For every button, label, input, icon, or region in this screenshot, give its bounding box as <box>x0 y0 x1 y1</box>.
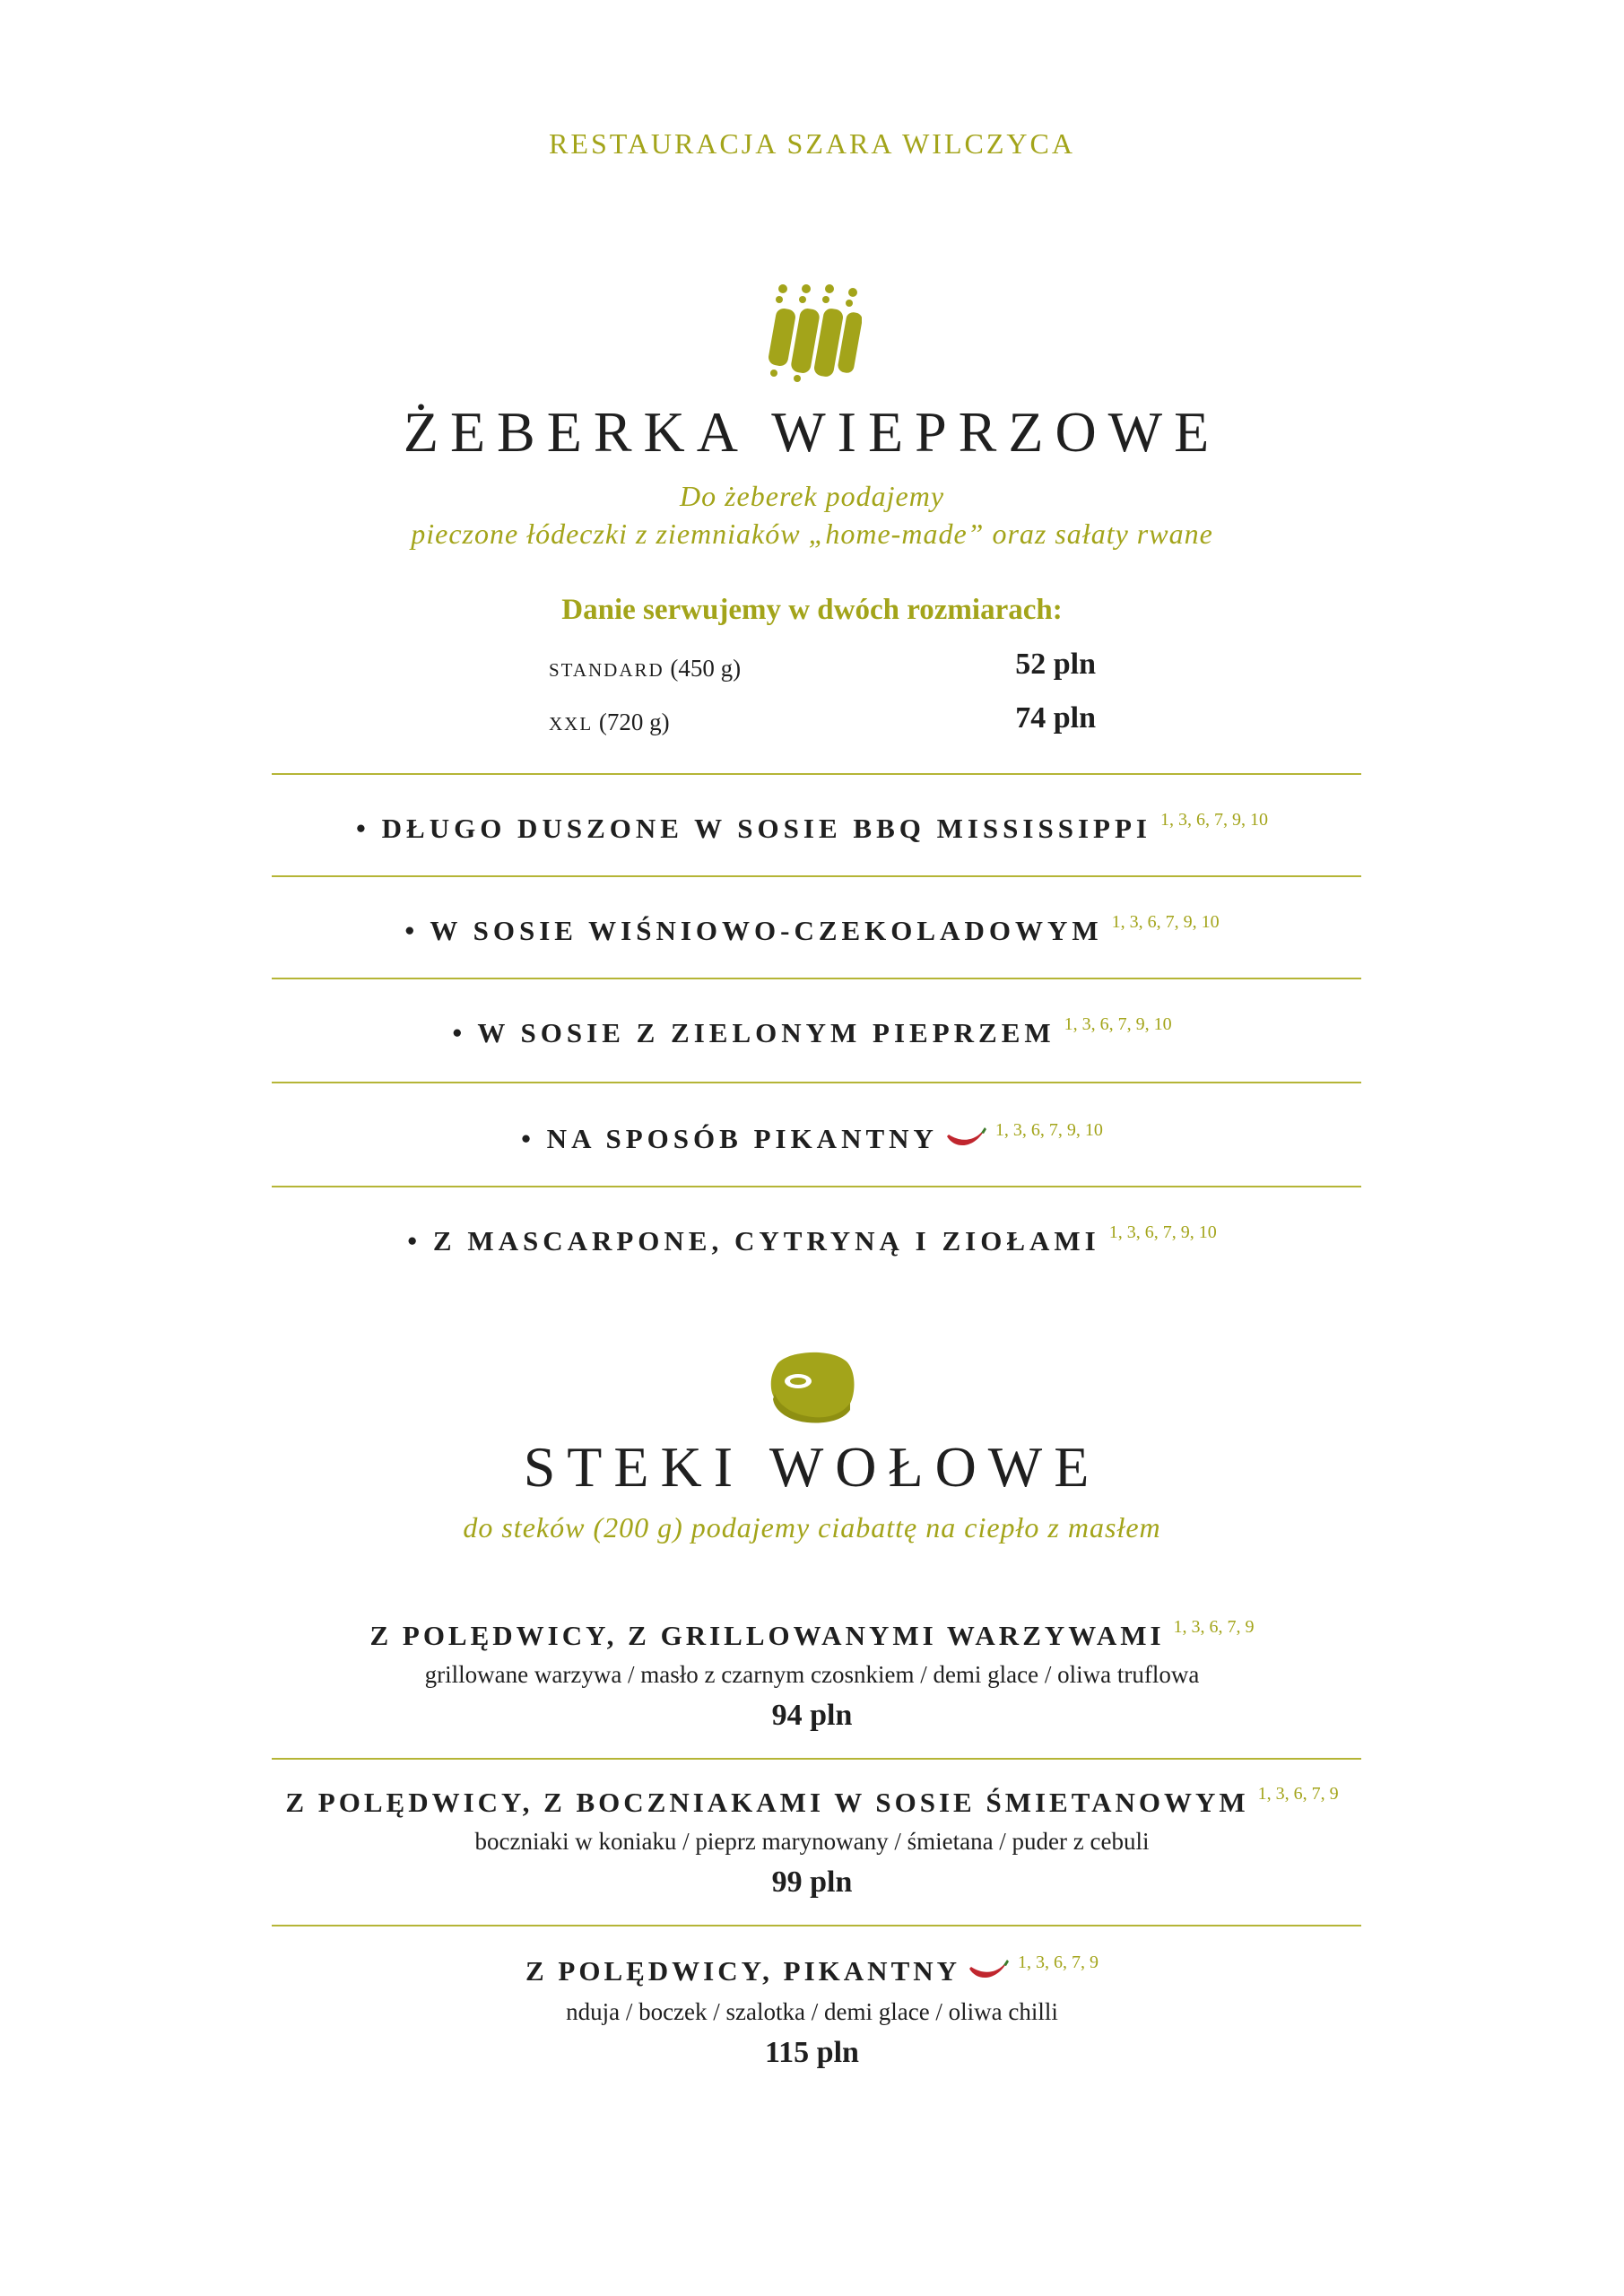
allergen-codes: 1, 3, 6, 7, 9 <box>1173 1617 1255 1637</box>
divider <box>272 1925 1361 1926</box>
steaks-title: STEKI WOŁOWE <box>523 1435 1101 1499</box>
divider <box>272 1082 1361 1083</box>
ribs-subtitle-line2: pieczone łódeczki z ziemniaków „home-made” oraz sałaty rwane <box>411 517 1213 550</box>
ribs-subtitle-line1: Do żeberek podajemy <box>679 480 945 512</box>
size-row-xxl <box>549 701 1096 744</box>
size-name: STANDARD <box>549 659 664 681</box>
size-row-standard <box>549 648 1096 691</box>
steak-price: 94 pln <box>771 1699 853 1732</box>
size-price: 52 pln <box>1015 648 1096 681</box>
size-label <box>549 655 741 683</box>
item-name: Z POLĘDWICY, Z GRILLOWANYMI WARZYWAMI <box>369 1620 1165 1651</box>
allergen-codes: 1, 3, 6, 7, 9, 10 <box>1108 1222 1217 1242</box>
ribs-item-mascarpone <box>0 1223 1624 1255</box>
ribs-item-cherry-chocolate <box>0 913 1624 944</box>
allergen-codes: 1, 3, 6, 7, 9 <box>1257 1784 1339 1804</box>
allergen-codes: 1, 3, 6, 7, 9, 10 <box>1111 912 1220 932</box>
steak-item-oyster-mushrooms <box>0 1785 1624 1816</box>
chili-pepper-icon <box>968 1960 1009 1987</box>
steak-item-spicy <box>0 1953 1624 1987</box>
chili-pepper-icon <box>945 1127 986 1155</box>
allergen-codes: 1, 3, 6, 7, 9, 10 <box>994 1120 1103 1140</box>
size-weight: (720 g) <box>598 709 670 735</box>
item-name: Z POLĘDWICY, Z BOCZNIAKAMI W SOSIE ŚMIETANOWYM <box>285 1787 1249 1818</box>
divider <box>272 978 1361 979</box>
allergen-codes: 1, 3, 6, 7, 9, 10 <box>1064 1014 1172 1034</box>
divider <box>272 875 1361 877</box>
size-label <box>549 709 670 736</box>
size-name: XXL <box>549 713 594 735</box>
item-name: • NA SPOSÓB PIKANTNY <box>521 1123 938 1154</box>
steak-price: 115 pln <box>765 2036 859 2069</box>
steak-description: boczniaki w koniaku / pieprz marynowany / śmietana / puder z cebuli <box>474 1828 1150 1855</box>
allergen-codes: 1, 3, 6, 7, 9 <box>1018 1952 1099 1972</box>
ribs-item-spicy <box>0 1121 1624 1155</box>
ribs-item-bbq <box>0 811 1624 842</box>
ribs-icon <box>0 280 1624 391</box>
steak-description: nduja / boczek / szalotka / demi glace / oliwa chilli <box>566 1998 1058 2025</box>
ribs-title: ŻEBERKA WIEPRZOWE <box>403 400 1221 464</box>
ribs-item-green-pepper <box>0 1015 1624 1047</box>
divider <box>272 773 1361 775</box>
size-weight: (450 g) <box>670 655 742 682</box>
steak-item-grilled-vegetables <box>0 1618 1624 1649</box>
sizes-heading: Danie serwujemy w dwóch rozmiarach: <box>561 594 1063 626</box>
steak-icon <box>0 1349 1624 1428</box>
divider <box>272 1186 1361 1187</box>
item-name: • Z MASCARPONE, CYTRYNĄ I ZIOŁAMI <box>407 1225 1100 1257</box>
item-name: • W SOSIE Z ZIELONYM PIEPRZEM <box>452 1017 1055 1048</box>
steaks-subtitle: do steków (200 g) podajemy ciabattę na ciepło z masłem <box>463 1511 1161 1544</box>
restaurant-name: RESTAURACJA SZARA WILCZYCA <box>549 127 1075 160</box>
steak-description: grillowane warzywa / masło z czarnym czosnkiem / demi glace / oliwa truflowa <box>424 1661 1200 1688</box>
size-price: 74 pln <box>1015 701 1096 735</box>
item-name: Z POLĘDWICY, PIKANTNY <box>525 1955 961 1987</box>
allergen-codes: 1, 3, 6, 7, 9, 10 <box>1159 810 1268 830</box>
divider <box>272 1758 1361 1760</box>
item-name: • W SOSIE WIŚNIOWO-CZEKOLADOWYM <box>404 915 1103 946</box>
item-name: • DŁUGO DUSZONE W SOSIE BBQ MISSISSIPPI <box>356 813 1151 844</box>
steak-price: 99 pln <box>771 1866 853 1899</box>
